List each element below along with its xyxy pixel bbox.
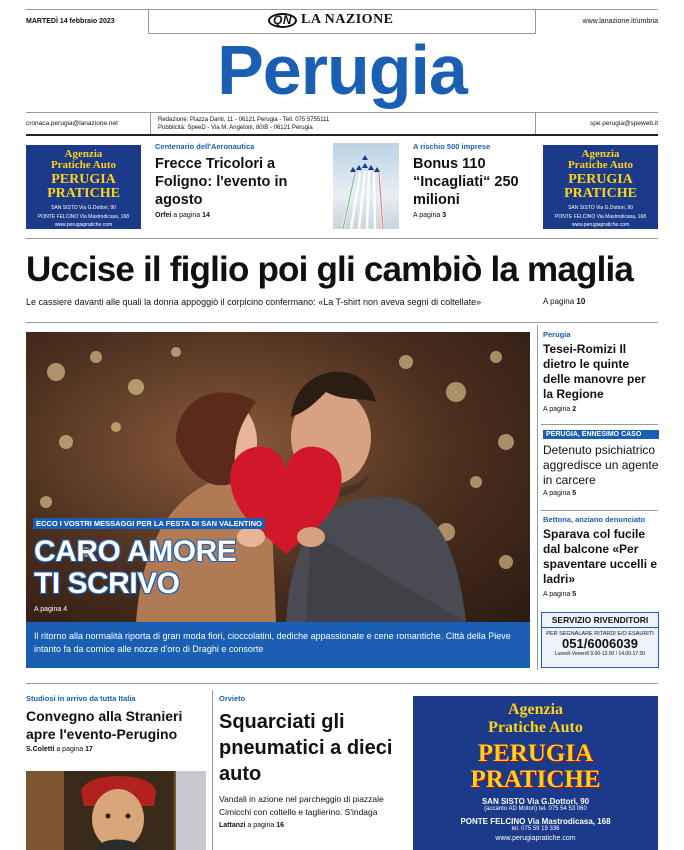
ad-line: PRATICHE	[564, 186, 637, 201]
page-ref	[413, 212, 538, 219]
ad-line: Pratiche Auto	[488, 719, 583, 736]
issue-date: MARTEDÌ 14 febbraio 2023	[26, 18, 115, 25]
side-headline: Tesei-Romizi Il dietro le quinte delle manovre per la Regione	[543, 342, 646, 401]
ref-text: A pagina	[543, 406, 571, 413]
page-ref	[543, 490, 659, 497]
ad-perugia-pratiche-left[interactable]	[26, 145, 141, 229]
perugino-portrait-photo	[26, 771, 206, 850]
ref-page: 14	[202, 212, 210, 219]
teaser-headline: Frecce Tricolori a Foligno: l'evento in agosto	[155, 156, 288, 208]
site-url[interactable]: www.lanazione.it/umbria	[582, 18, 658, 25]
side-headline: Sparava col fucile dal balcone «Per spaventare uccelli e ladri»	[543, 527, 658, 586]
bottom-headline: Convegno alla Stranieri apre l'evento-Perugino	[26, 708, 183, 742]
teaser-bonus110[interactable]	[413, 142, 538, 219]
brand-name: LA NAZIONE	[301, 12, 394, 27]
ad-line: PERUGIA	[51, 172, 116, 187]
bottom-body: Vandali in azione nel parcheggio di piazzale Cimicchi con coltello e taglierino. S'indaga	[219, 794, 384, 817]
ad-address: SAN SISTO Via G.Dottori, 90	[481, 797, 590, 806]
rivenditori-title: SERVIZIO RIVENDITORI	[542, 615, 658, 628]
ad-line: PRATICHE	[470, 766, 601, 793]
ad-web: www.perugiapratiche.com	[495, 835, 576, 842]
ad-address: tel. 075 59 19 336	[511, 826, 560, 832]
page-ref	[26, 746, 211, 753]
page-ref	[219, 822, 404, 829]
ad-address: SAN SISTO Via G.Dottori, 90	[568, 205, 633, 211]
page-ref	[543, 591, 659, 598]
bottom-story-pneumatici[interactable]	[219, 694, 404, 829]
ad-address: PONTE FELCINO Via Mastrodicasa, 168	[554, 214, 647, 220]
rivenditori-hours: Lunedì-Venerdì 9.00-13.00 / 14.00-17.00	[554, 651, 646, 657]
ref-text: A pagina	[543, 591, 571, 598]
ref-text: a pagina	[173, 212, 201, 219]
ad-line: Pratiche Auto	[567, 159, 634, 171]
ad-line: PERUGIA	[477, 740, 594, 767]
valentine-caption: Il ritorno alla normalità riporta di gran moda fiori, cioccolatini, dediche appassionate e cene romantiche. Città della Pieve intanto fa da cornice alle nozze d'oro di Draghi e consorte	[26, 622, 530, 668]
ref-text: a pagina	[56, 746, 84, 753]
page-ref	[155, 212, 325, 219]
ref-page: 5	[572, 490, 577, 497]
side-headline: Detenuto psichiatrico aggredisce un agente in carcere	[543, 443, 659, 487]
ad-line: PERUGIA	[568, 172, 633, 187]
ad-line: PRATICHE	[47, 186, 120, 201]
rivenditori-note: PER SEGNALARE RITARDI E/O ESAURITI	[546, 631, 654, 637]
redazione-line: Redazione: Piazza Danti, 11 - 06121 Perugia - Tell. 075 5755111	[158, 117, 330, 123]
side-kicker: PERUGIA, ENNESIMO CASO	[543, 430, 659, 439]
side-story-bettona[interactable]	[543, 515, 659, 598]
side-kicker: Bettona, anziano denunciato	[543, 515, 646, 524]
bottom-kicker: Orvieto	[219, 694, 246, 703]
rivenditori-phone[interactable]: 051/6006039	[562, 636, 638, 651]
bottom-kicker: Studiosi in arrivo da tutta Italia	[26, 694, 136, 703]
ad-perugia-pratiche-right[interactable]	[543, 145, 658, 229]
teaser-headline: Bonus 110 “Incagliati“ 250 milioni	[413, 156, 519, 208]
frecce-tricolori-photo	[333, 143, 399, 229]
page-ref	[543, 406, 659, 413]
email-pubblicita[interactable]: spe.perugia@speweb.it	[589, 120, 658, 127]
teaser-kicker: Centenario dell'Aeronautica	[155, 142, 255, 151]
main-headline[interactable]: Uccise il figlio poi gli cambiò la maglia	[26, 250, 634, 289]
ref-page: 17	[85, 746, 93, 753]
ref-text: A pagina	[543, 490, 571, 497]
main-subhead: Le cassiere davanti alle quali la donna appoggiò il corpicino confermano: «La T-shirt non aveva segni di coltellate»	[26, 297, 482, 307]
servizio-rivenditori-box[interactable]	[541, 612, 659, 668]
ad-address: PONTE FELCINO Via Mastrodicasa, 168	[37, 214, 130, 220]
page-ref	[543, 297, 585, 306]
page-ref: A pagina 4	[34, 606, 68, 613]
ref-page: 16	[276, 822, 285, 829]
email-cronaca[interactable]: cronaca.perugia@lanazione.net	[26, 120, 118, 127]
ad-address: SAN SISTO Via G.Dottori, 90	[51, 205, 116, 211]
valentine-kicker: ECCO I VOSTRI MESSAGGI PER LA FESTA DI SAN VALENTINO	[33, 518, 265, 529]
side-story-detenuto[interactable]	[543, 430, 659, 497]
ad-address: PONTE FELCINO Via Mastrodicasa, 168	[460, 817, 611, 826]
side-kicker: Perugia	[543, 330, 571, 339]
ad-line: Agenzia	[507, 701, 564, 718]
pubblicita-line: Pubblicità: SpeeD - Via M. Angeloni, 80/B - 06121 Perugia	[158, 125, 313, 131]
newspaper-brand	[268, 12, 394, 28]
ref-text: A pagina	[543, 297, 575, 306]
ref-page: 5	[572, 591, 577, 598]
author: Lattanzi	[219, 822, 246, 829]
ref-page: 2	[572, 406, 577, 413]
edition-title: Perugia	[217, 31, 467, 109]
ad-line: Agenzia	[581, 148, 620, 160]
teaser-frecce[interactable]	[155, 142, 325, 219]
ad-address: (accanto AD Motori) tel. 075 54 53 060	[484, 806, 587, 812]
ad-perugia-pratiche-large[interactable]	[413, 696, 658, 850]
valentine-title-line: CARO AMORE	[34, 535, 237, 568]
ad-line: Pratiche Auto	[50, 159, 117, 171]
author: S.Coletti	[26, 746, 55, 753]
author: Orfei	[155, 212, 172, 219]
qn-logo: QN	[268, 13, 297, 28]
teaser-kicker: A rischio 500 imprese	[413, 142, 491, 151]
redazione-info	[158, 116, 329, 132]
ref-text: A pagina	[413, 212, 441, 219]
ad-web: www.perugiapratiche.com	[54, 222, 113, 228]
bottom-story-convegno[interactable]	[26, 694, 211, 753]
side-story-tesei[interactable]	[543, 330, 659, 413]
ref-page: 10	[576, 297, 586, 306]
ad-web: www.perugiapratiche.com	[571, 222, 630, 228]
ad-line: Agenzia	[64, 148, 103, 160]
valentine-title[interactable]	[34, 536, 236, 600]
bottom-headline: Squarciati gli pneumatici a dieci auto	[219, 711, 393, 785]
valentine-title-line: TI SCRIVO	[34, 567, 180, 600]
ref-text: a pagina	[247, 822, 275, 829]
ref-page: 3	[442, 212, 447, 219]
